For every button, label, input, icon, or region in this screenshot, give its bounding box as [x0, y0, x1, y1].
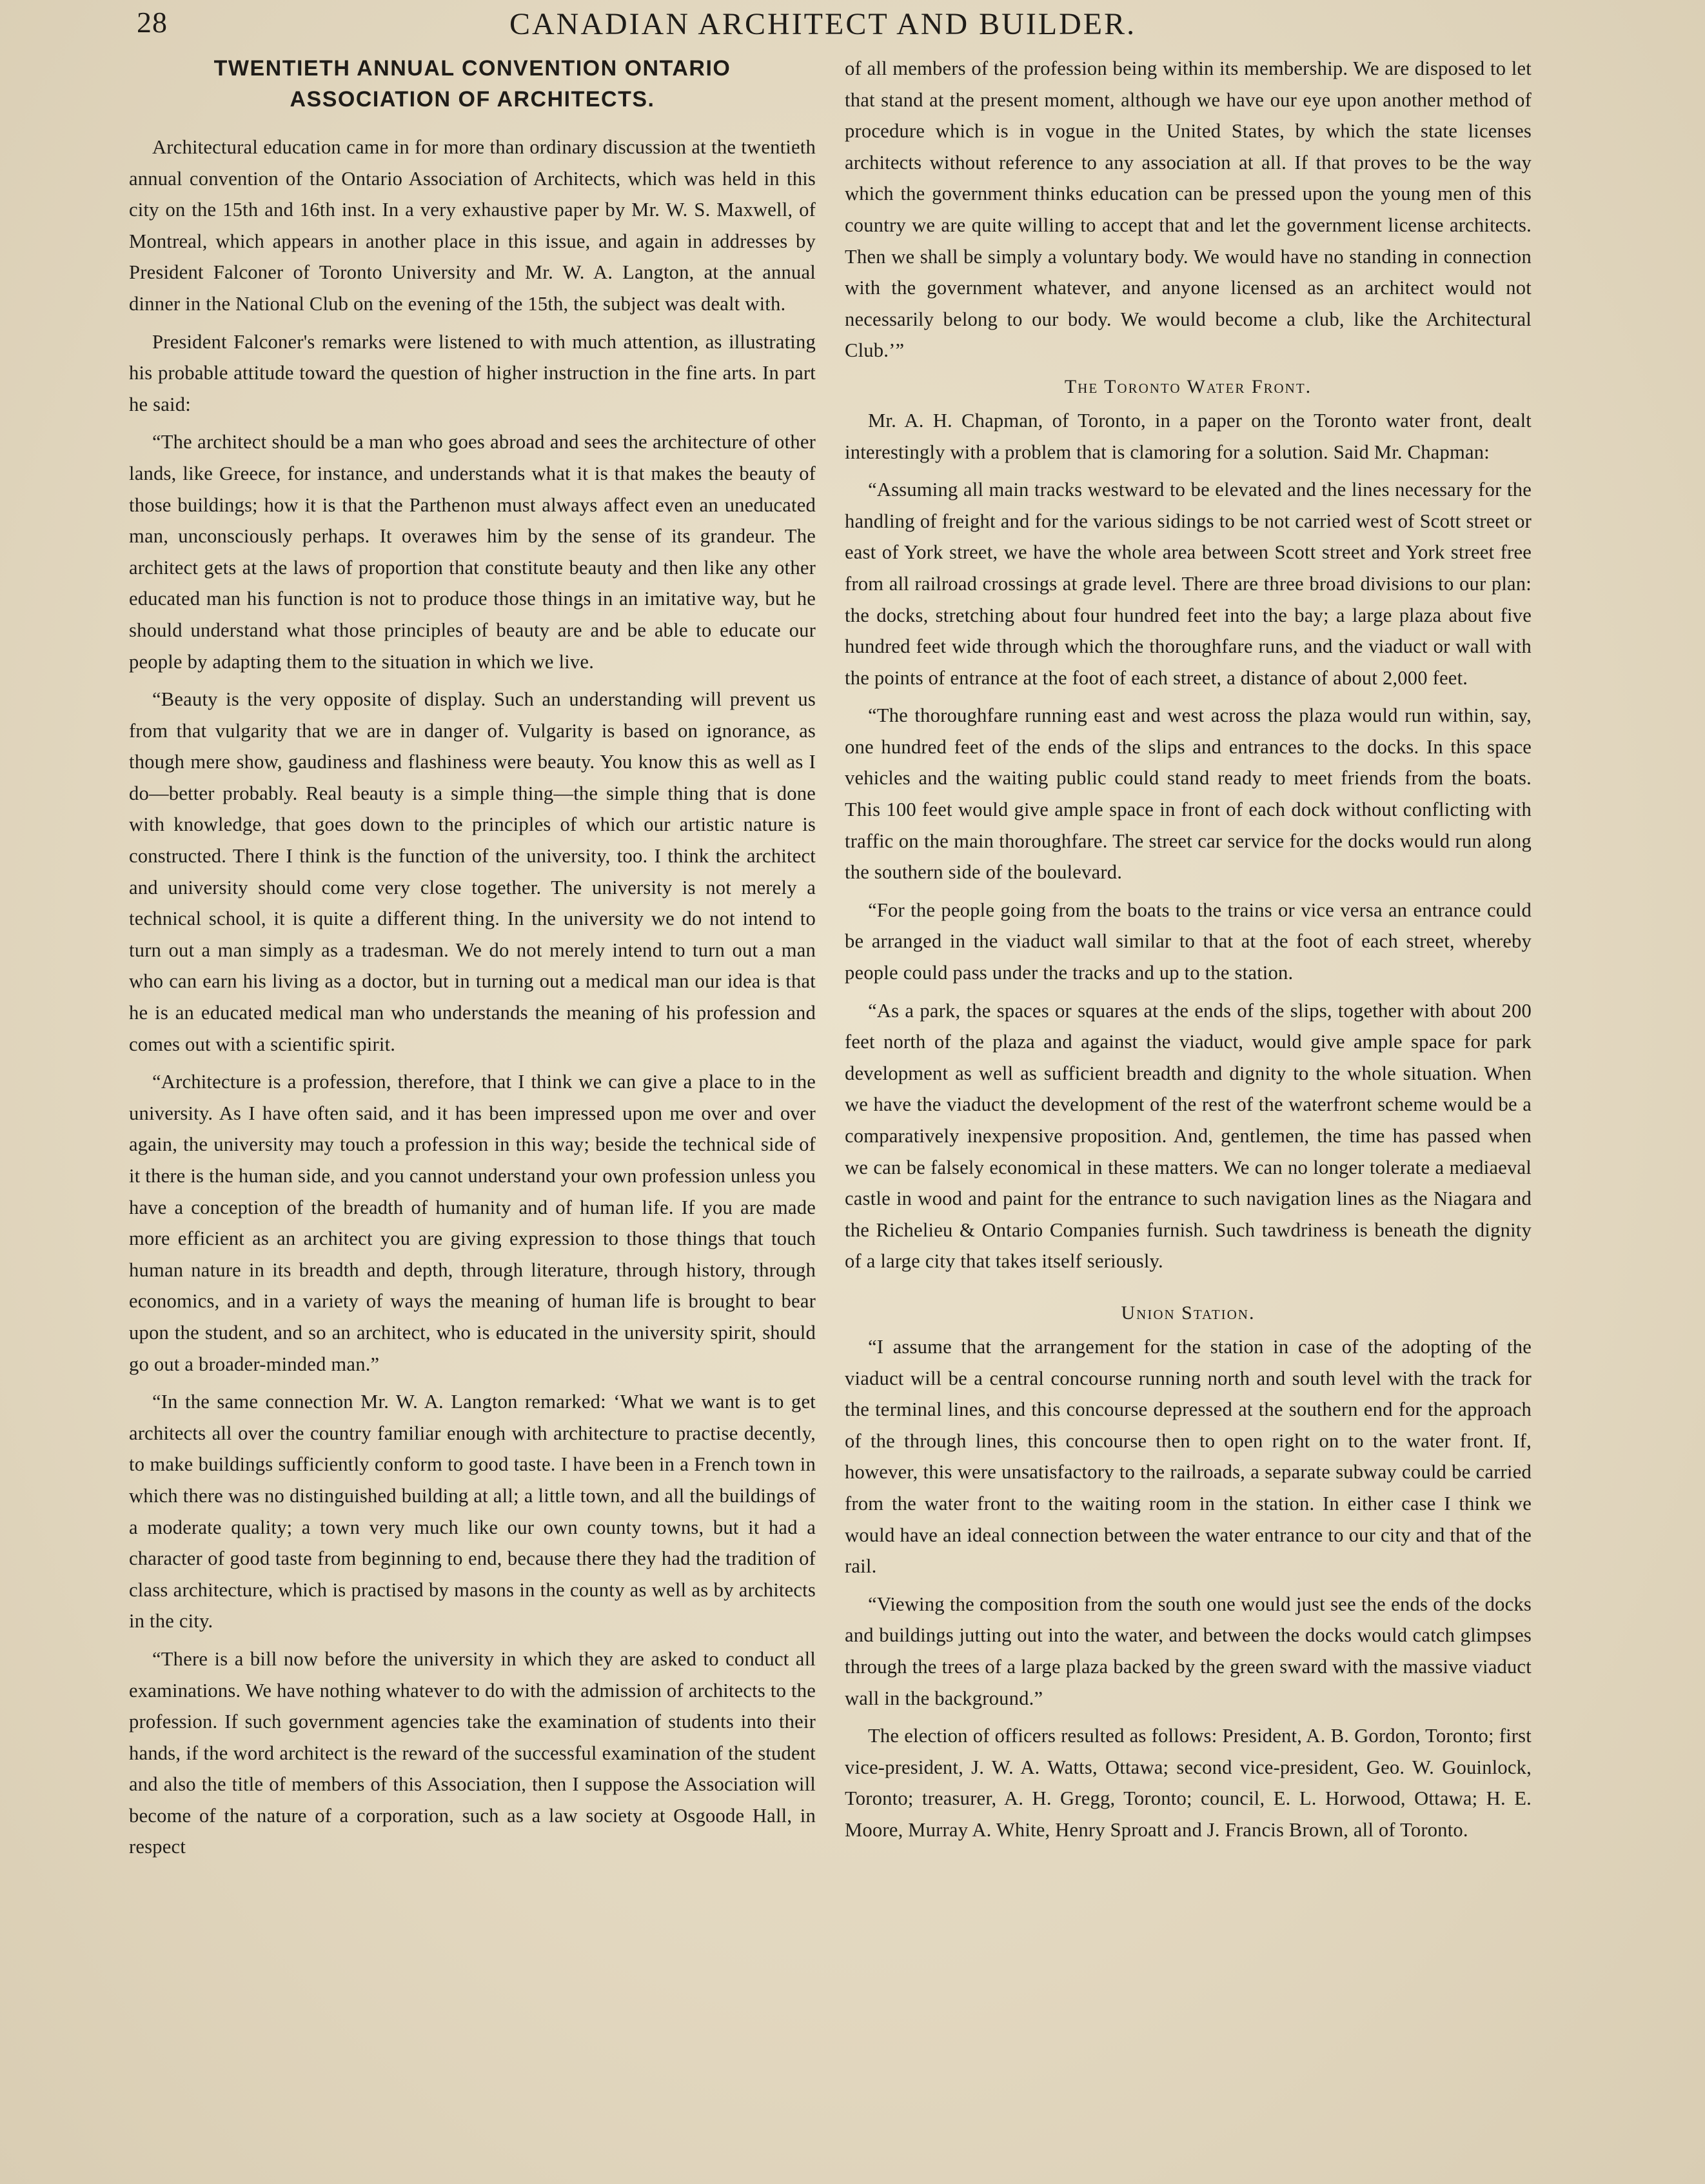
- paragraph: “The thoroughfare running east and west across the plaza would run within, say, one hundred feet of the ends of the slips and entrances to the docks. In this space vehicles and the waiting public could stand ready to meet friends from the boats. This 100 feet would give ample space in front of each dock without conflicting with traffic on the main thoroughfare. The street car service for the docks would run along the southern side of the boulevard.: [845, 704, 1532, 884]
- paragraph: “I assume that the arrangement for the station in case of the adopting of the viaduct will be a central concourse running north and south level with the track for the terminal lines, and this concourse depressed at the southern end for the approach of the through lines, this concourse then to open right on to the water front. If, however, this were unsatisfactory to the railroads, a separate subway could be carried from the water front to the waiting room in the station. In either case I think we would have an ideal connection between the water entrance to our city and that of the rail.: [845, 1335, 1532, 1578]
- article-title-line-1: TWENTIETH ANNUAL CONVENTION ONTARIO: [213, 56, 731, 81]
- paragraph: The election of officers resulted as follows: President, A. B. Gordon, Toronto; first vice-president, J. W. A. Watts, Ottawa; second vice-president, Geo. W. Gouinlock, Toronto; treasurer, A. H. Gregg, Toronto; council, E. L. Horwood, Ottawa; H. E. Moore, Murray A. White, Henry Sproatt and J. Francis Brown, all of Toronto.: [845, 1725, 1532, 1841]
- page-number: 28: [137, 6, 168, 39]
- section-heading-union-station: Union Station.: [1121, 1302, 1256, 1324]
- paragraph: “Assuming all main tracks westward to be elevated and the lines necessary for the handling of freight and for the various sidings to be not carried west of Scott street or east of York street, we have the whole area between Scott street and York street free from all railroad crossings at grade level. There are three broad divisions to our plan: the docks, stretching about four hundred feet into the bay; a large plaza about five hundred feet wide through which the thoroughfare runs, and the viaduct or wall with the points of entrance at the foot of each street, a distance of about 2,000 feet.: [845, 479, 1532, 689]
- paragraph: Architectural education came in for more than ordinary discussion at the twentieth annual convention of the Ontario Association of Architects, which was held in this city on the 15th and 16th inst. In a very exhaustive paper by Mr. W. S. Maxwell, of Montreal, which appears in another place in this issue, and again in addresses by President Falconer of Toronto University and Mr. W. A. Langton, at the annual dinner in the National Club on the evening of the 15th, the subject was dealt with.: [129, 136, 816, 315]
- paragraph: “There is a bill now before the university in which they are asked to conduct all examinations. We have nothing whatever to do with the admission of architects to the profession. If such government agencies take the examination of students into their hands, if the word architect is the reward of the successful examination of the student and also the title of members of this Association, then I suppose the Association will become of the nature of a corporation, such as a law society at Osgoode Hall, in respect: [129, 1647, 816, 1858]
- paragraph: “As a park, the spaces or squares at the ends of the slips, together with about 200 feet north of the plaza and against the viaduct, would give ample space for park development as well as sufficient breadth and dignity to the whole situation. When we have the viaduct the development of the rest of the waterfront scheme would be a comparatively inexpensive proposition. And, gentlemen, the time has passed when we can be falsely economical in these matters. We can no longer tolerate a mediaeval castle in wood and paint for the entrance to such navigation lines as the Niagara and the Richelieu & Ontario Companies furnish. Such tawdriness is beneath the dignity of a large city that takes itself seriously.: [845, 999, 1532, 1273]
- left-column: [129, 53, 816, 1869]
- article-title: [129, 53, 816, 115]
- paragraph: “Beauty is the very opposite of display. Such an understanding will prevent us from that vulgarity that we are in danger of. Vulgarity is based on ignorance, as though mere show, gaudiness and flashiness were beauty. You know this as well as I do—better probably. Real beauty is a simple thing—the simple thing that is done with knowledge, that goes down to the principles of which our artistic nature is constructed. There I think is the function of the university, too. I think the architect and university should come very close together. The university is not merely a technical school, it is quite a different thing. In the university we do not intend to turn out a man simply as a tradesman. We do not merely intend to turn out a man who can earn his living as a doctor, but in turning out a medical man our idea is that he is an educated medical man who understands the meaning of his profession and comes out with a scientific spirit.: [129, 688, 816, 1055]
- paragraph: “Viewing the composition from the south one would just see the ends of the docks and buildings jutting out into the water, and between the docks would catch glimpses through the trees of a large plaza backed by the green sward with the massive viaduct wall in the background.”: [845, 1593, 1532, 1709]
- paragraph: “Architecture is a profession, therefore, that I think we can give a place to in the university. As I have often said, and it has been impressed upon me over and over again, the university may touch a profession in this way; beside the technical side of it there is the human side, and you cannot understand your own profession unless you have a conception of the breadth of humanity and of human life. If you are made more efficient as an architect you are giving expression to those things that touch human nature in its breadth and depth, through literature, through history, through economics, and in a variety of ways the meaning of human life is brought to bear upon the student, and so an architect, who is educated in the university spirit, should go out a broader-minded man.”: [129, 1071, 816, 1375]
- right-column: [845, 53, 1532, 1852]
- paragraph-continued: of all members of the profession being within its membership. We are disposed to let that stand at the present moment, although we have our eye upon another method of procedure which is in vogue in the United States, by which the state licenses architects without reference to any association at all. If that proves to be the way which the government thinks education can be pressed upon the young men of this country we are quite willing to accept that and let the government license architects. Then we shall be simply a voluntary body. We would have no standing in connection with the government whatever, and anyone licensed as an architect would not necessarily belong to our body. We would become a club, like the Architectural Club.’”: [845, 57, 1532, 362]
- running-title: CANADIAN ARCHITECT AND BUILDER.: [509, 7, 1137, 41]
- section-heading-water-front: The Toronto Water Front.: [1064, 375, 1312, 397]
- paragraph: President Falconer's remarks were listened to with much attention, as illustrating his probable attitude toward the question of higher instruction in the fine arts. In part he said:: [129, 330, 816, 415]
- page-header: [0, 0, 1705, 58]
- article-title-line-2: ASSOCIATION OF ARCHITECTS.: [290, 87, 655, 112]
- paragraph: Mr. A. H. Chapman, of Toronto, in a paper on the Toronto water front, dealt interestingly with a problem that is clamoring for a solution. Said Mr. Chapman:: [845, 409, 1532, 463]
- paragraph: “For the people going from the boats to the trains or vice versa an entrance could be arranged in the viaduct wall similar to that at the foot of each street, whereby people could pass under the tracks and up to the station.: [845, 898, 1532, 984]
- paragraph: “The architect should be a man who goes abroad and sees the architecture of other lands, like Greece, for instance, and understands what it is that makes the beauty of those buildings; how it is that the Parthenon must always affect even an uneducated man, unconsciously perhaps. It overawes him by the sense of its grandeur. The architect gets at the laws of proportion that constitute beauty and then like any other educated man his function is not to produce those things in an imitative way, but he should understand what those principles of beauty are and be able to educate our people by adapting them to the situation in which we live.: [129, 431, 816, 673]
- paragraph: “In the same connection Mr. W. A. Langton remarked: ‘What we want is to get architects all over the country familiar enough with architecture to practise decently, to make buildings sufficiently conform to good taste. I have been in a French town in which there was no distinguished building at all; a little town, and all the buildings of a moderate quality; a town very much like our own county towns, but it had a character of good taste from beginning to end, because there they had the tradition of class architecture, which is practised by masons in the county as well as by architects in the city.: [129, 1391, 816, 1633]
